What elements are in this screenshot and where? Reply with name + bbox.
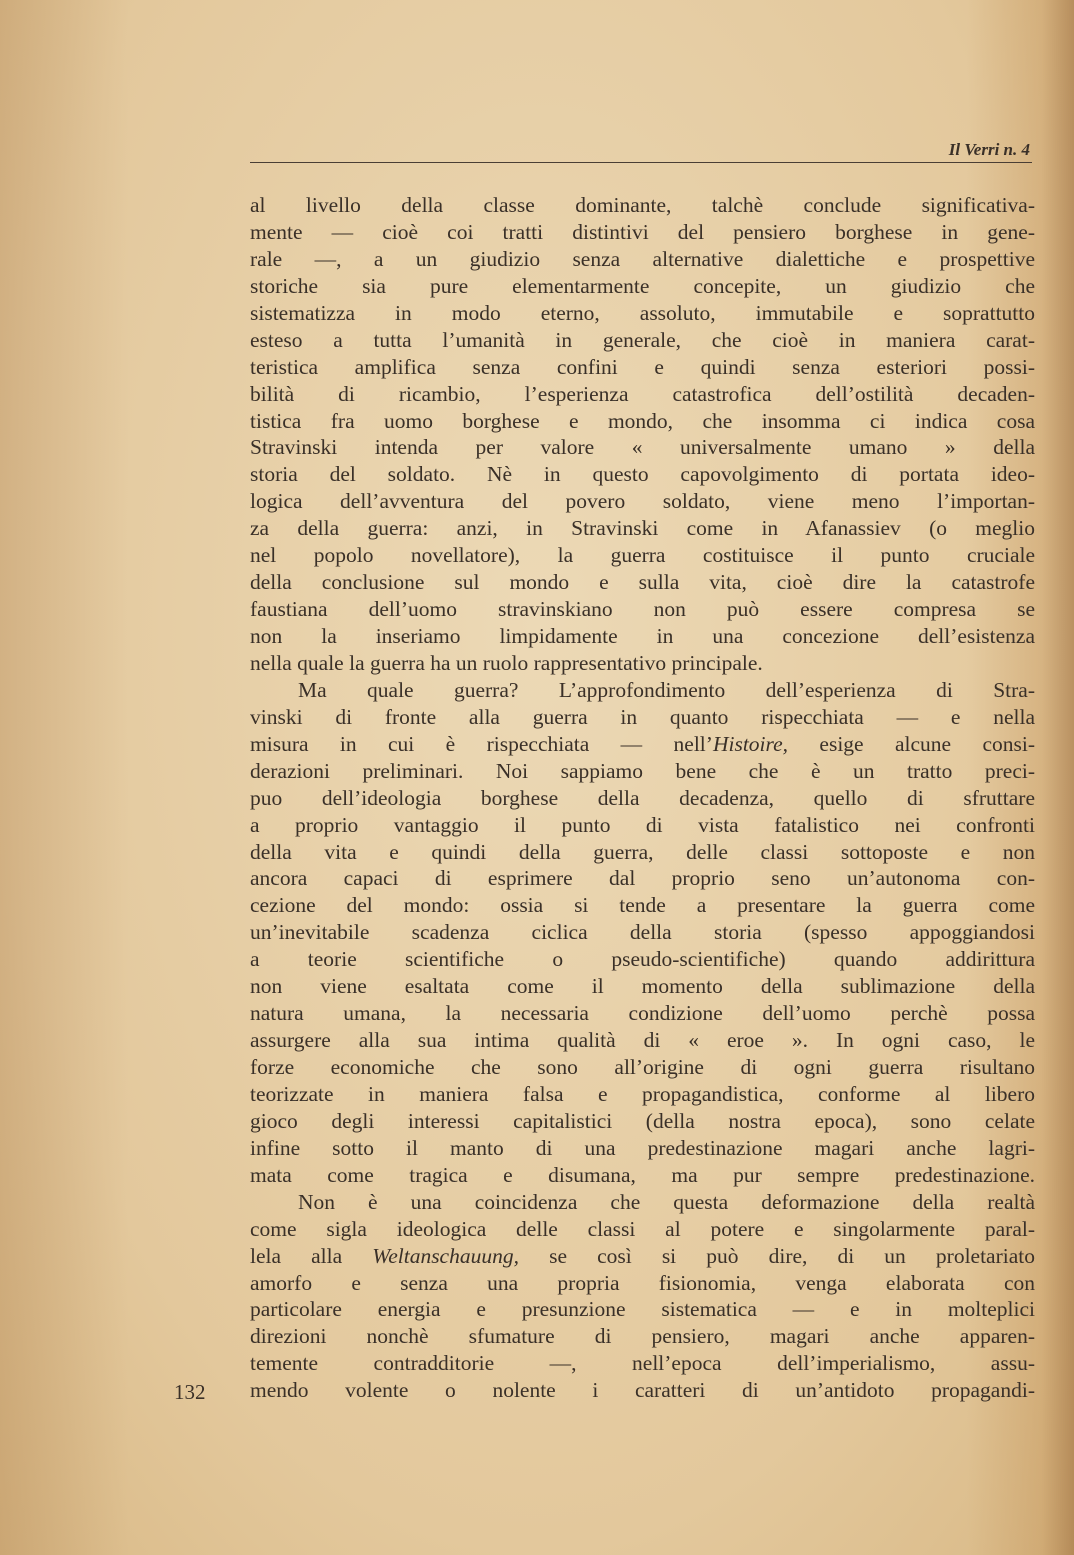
line-text: derazioni preliminari. Noi sappiamo bene che è un tratto preci- xyxy=(250,758,1035,783)
text-line xyxy=(250,434,1035,461)
line-text: esige alcune consi- xyxy=(788,731,1036,756)
text-line xyxy=(250,1162,1035,1189)
text-line xyxy=(250,273,1035,300)
text-line xyxy=(250,677,1035,704)
text-line xyxy=(250,246,1035,273)
line-text: esteso a tutta l’umanità in generale, che cioè in maniera carat- xyxy=(250,327,1035,352)
line-text: mata come tragica e disumana, ma pur sempre predestinazione. xyxy=(250,1162,1035,1187)
line-text: se così si può dire, di un proletariato xyxy=(518,1243,1035,1268)
line-text: assurgere alla sua intima qualità di « eroe ». In ogni caso, le xyxy=(250,1028,1035,1053)
text-line xyxy=(250,1296,1035,1323)
line-text: particolare energia e presunzione sistematica — e in molteplici xyxy=(250,1297,1035,1322)
text-line xyxy=(250,1377,1035,1404)
line-text: Stravinski intenda per valore « universalmente umano » della xyxy=(250,435,1035,460)
text-line xyxy=(250,1027,1035,1054)
line-text: mendo volente o nolente i caratteri di un’antidoto propagandi- xyxy=(250,1378,1035,1403)
line-text: rale —, a un giudizio senza alternative dialettiche e prospettive xyxy=(250,246,1035,271)
text-line xyxy=(250,1350,1035,1377)
line-text: ancora capaci di esprimere dal proprio seno un’autonoma con- xyxy=(250,866,1035,891)
text-line xyxy=(250,1081,1035,1108)
text-line xyxy=(250,1000,1035,1027)
line-text: della conclusione sul mondo e sulla vita, cioè dire la catastrofe xyxy=(250,570,1035,595)
text-line xyxy=(250,919,1035,946)
line-text: infine sotto il manto di una predestinazione magari anche lagri- xyxy=(250,1135,1035,1160)
line-text: temente contradditorie —, nell’epoca dell’imperialismo, assu- xyxy=(250,1351,1035,1376)
line-text: storia del soldato. Nè in questo capovolgimento di portata ideo- xyxy=(250,462,1035,487)
text-line xyxy=(250,381,1035,408)
line-text: al livello della classe dominante, talchè conclude significativa- xyxy=(250,193,1035,217)
line-text: teristica amplifica senza confini e quindi senza esteriori possi- xyxy=(250,354,1035,379)
text-line xyxy=(250,785,1035,812)
line-text: mente — cioè coi tratti distintivi del pensiero borghese in gene- xyxy=(250,219,1035,244)
text-line xyxy=(250,219,1035,246)
text-line xyxy=(250,865,1035,892)
line-text: logica dell’avventura del povero soldato, viene meno l’importan- xyxy=(250,489,1035,514)
line-text: za della guerra: anzi, in Stravinski come in Afanassiev (o meglio xyxy=(250,516,1035,541)
text-line xyxy=(250,1189,1035,1216)
text-line xyxy=(250,192,1035,219)
line-text: amorfo e senza una propria fisionomia, venga elaborata con xyxy=(250,1270,1035,1295)
line-text: Non è una coincidenza che questa deformazione della realtà xyxy=(298,1189,1035,1214)
text-line xyxy=(250,488,1035,515)
line-text: a proprio vantaggio il punto di vista fatalistico nei confronti xyxy=(250,812,1035,837)
text-line xyxy=(250,946,1035,973)
text-line xyxy=(250,758,1035,785)
line-text: misura in cui è rispecchiata — nell’ xyxy=(250,731,713,756)
text-line xyxy=(250,596,1035,623)
line-text: un’inevitabile scadenza ciclica della storia (spesso appoggiandosi xyxy=(250,920,1035,945)
text-line xyxy=(250,623,1035,650)
line-text: nel popolo novellatore), la guerra costituisce il punto cruciale xyxy=(250,543,1035,568)
line-text: tistica fra uomo borghese e mondo, che insomma ci indica cosa xyxy=(250,408,1035,433)
text-line xyxy=(250,408,1035,435)
text-line xyxy=(250,461,1035,488)
line-text: come sigla ideologica delle classi al potere e singolarmente paral- xyxy=(250,1216,1035,1241)
line-text: teorizzate in maniera falsa e propagandistica, conforme al libero xyxy=(250,1081,1035,1106)
text-line xyxy=(250,892,1035,919)
text-line xyxy=(250,731,1035,758)
line-text: sistematizza in modo eterno, assoluto, immutabile e soprattutto xyxy=(250,300,1035,325)
text-line xyxy=(250,515,1035,542)
text-line xyxy=(250,973,1035,1000)
line-text: vinski di fronte alla guerra in quanto rispecchiata — e nella xyxy=(250,704,1035,729)
line-text: bilità di ricambio, l’esperienza catastrofica dell’ostilità decaden- xyxy=(250,381,1035,406)
italic-text: Histoire, xyxy=(712,731,789,756)
text-line xyxy=(250,1243,1035,1270)
text-line xyxy=(250,1216,1035,1243)
line-text: puo dell’ideologia borghese della decadenza, quello di sfruttare xyxy=(250,785,1035,810)
line-text: lela alla xyxy=(250,1243,373,1268)
text-line xyxy=(250,839,1035,866)
line-text: a teorie scientifiche o pseudo-scientifiche) quando addirittura xyxy=(250,947,1035,972)
line-text: nella quale la guerra ha un ruolo rappresentativo principale. xyxy=(250,650,763,675)
text-line xyxy=(250,1054,1035,1081)
line-text: storiche sia pure elementarmente concepite, un giudizio che xyxy=(250,273,1035,298)
line-text: della vita e quindi della guerra, delle classi sottoposte e non xyxy=(250,839,1035,864)
text-line xyxy=(250,1323,1035,1350)
text-line xyxy=(250,300,1035,327)
text-line xyxy=(250,1270,1035,1297)
line-text: non viene esaltata come il momento della sublimazione della xyxy=(250,974,1035,999)
journal-title: Il Verri n. 4 xyxy=(948,140,1030,159)
text-line xyxy=(250,812,1035,839)
line-text: non la inseriamo limpidamente in una concezione dell’esistenza xyxy=(250,624,1035,648)
text-line xyxy=(250,542,1035,569)
text-line xyxy=(250,569,1035,596)
line-text: natura umana, la necessaria condizione dell’uomo perchè possa xyxy=(250,1001,1035,1026)
running-header xyxy=(250,138,1032,163)
page-number: 132 xyxy=(174,1380,206,1404)
line-text: faustiana dell’uomo stravinskiano non può essere compresa se xyxy=(250,597,1035,622)
text-line xyxy=(250,1135,1035,1162)
line-text: Ma quale guerra? L’approfondimento dell’esperienza di Stra- xyxy=(298,677,1035,702)
text-line xyxy=(250,327,1035,354)
line-text: forze economiche che sono all’origine di ogni guerra risultano xyxy=(250,1055,1035,1079)
text-line xyxy=(250,650,1035,677)
body-text xyxy=(250,192,1035,1404)
text-line xyxy=(250,354,1035,381)
line-text: direzioni nonchè sfumature di pensiero, magari anche apparen- xyxy=(250,1324,1035,1349)
text-line xyxy=(250,1108,1035,1135)
italic-text: Weltanschauung, xyxy=(372,1243,519,1268)
line-text: cezione del mondo: ossia si tende a presentare la guerra come xyxy=(250,893,1035,918)
line-text: gioco degli interessi capitalistici (della nostra epoca), sono celate xyxy=(250,1108,1035,1133)
text-line xyxy=(250,704,1035,731)
